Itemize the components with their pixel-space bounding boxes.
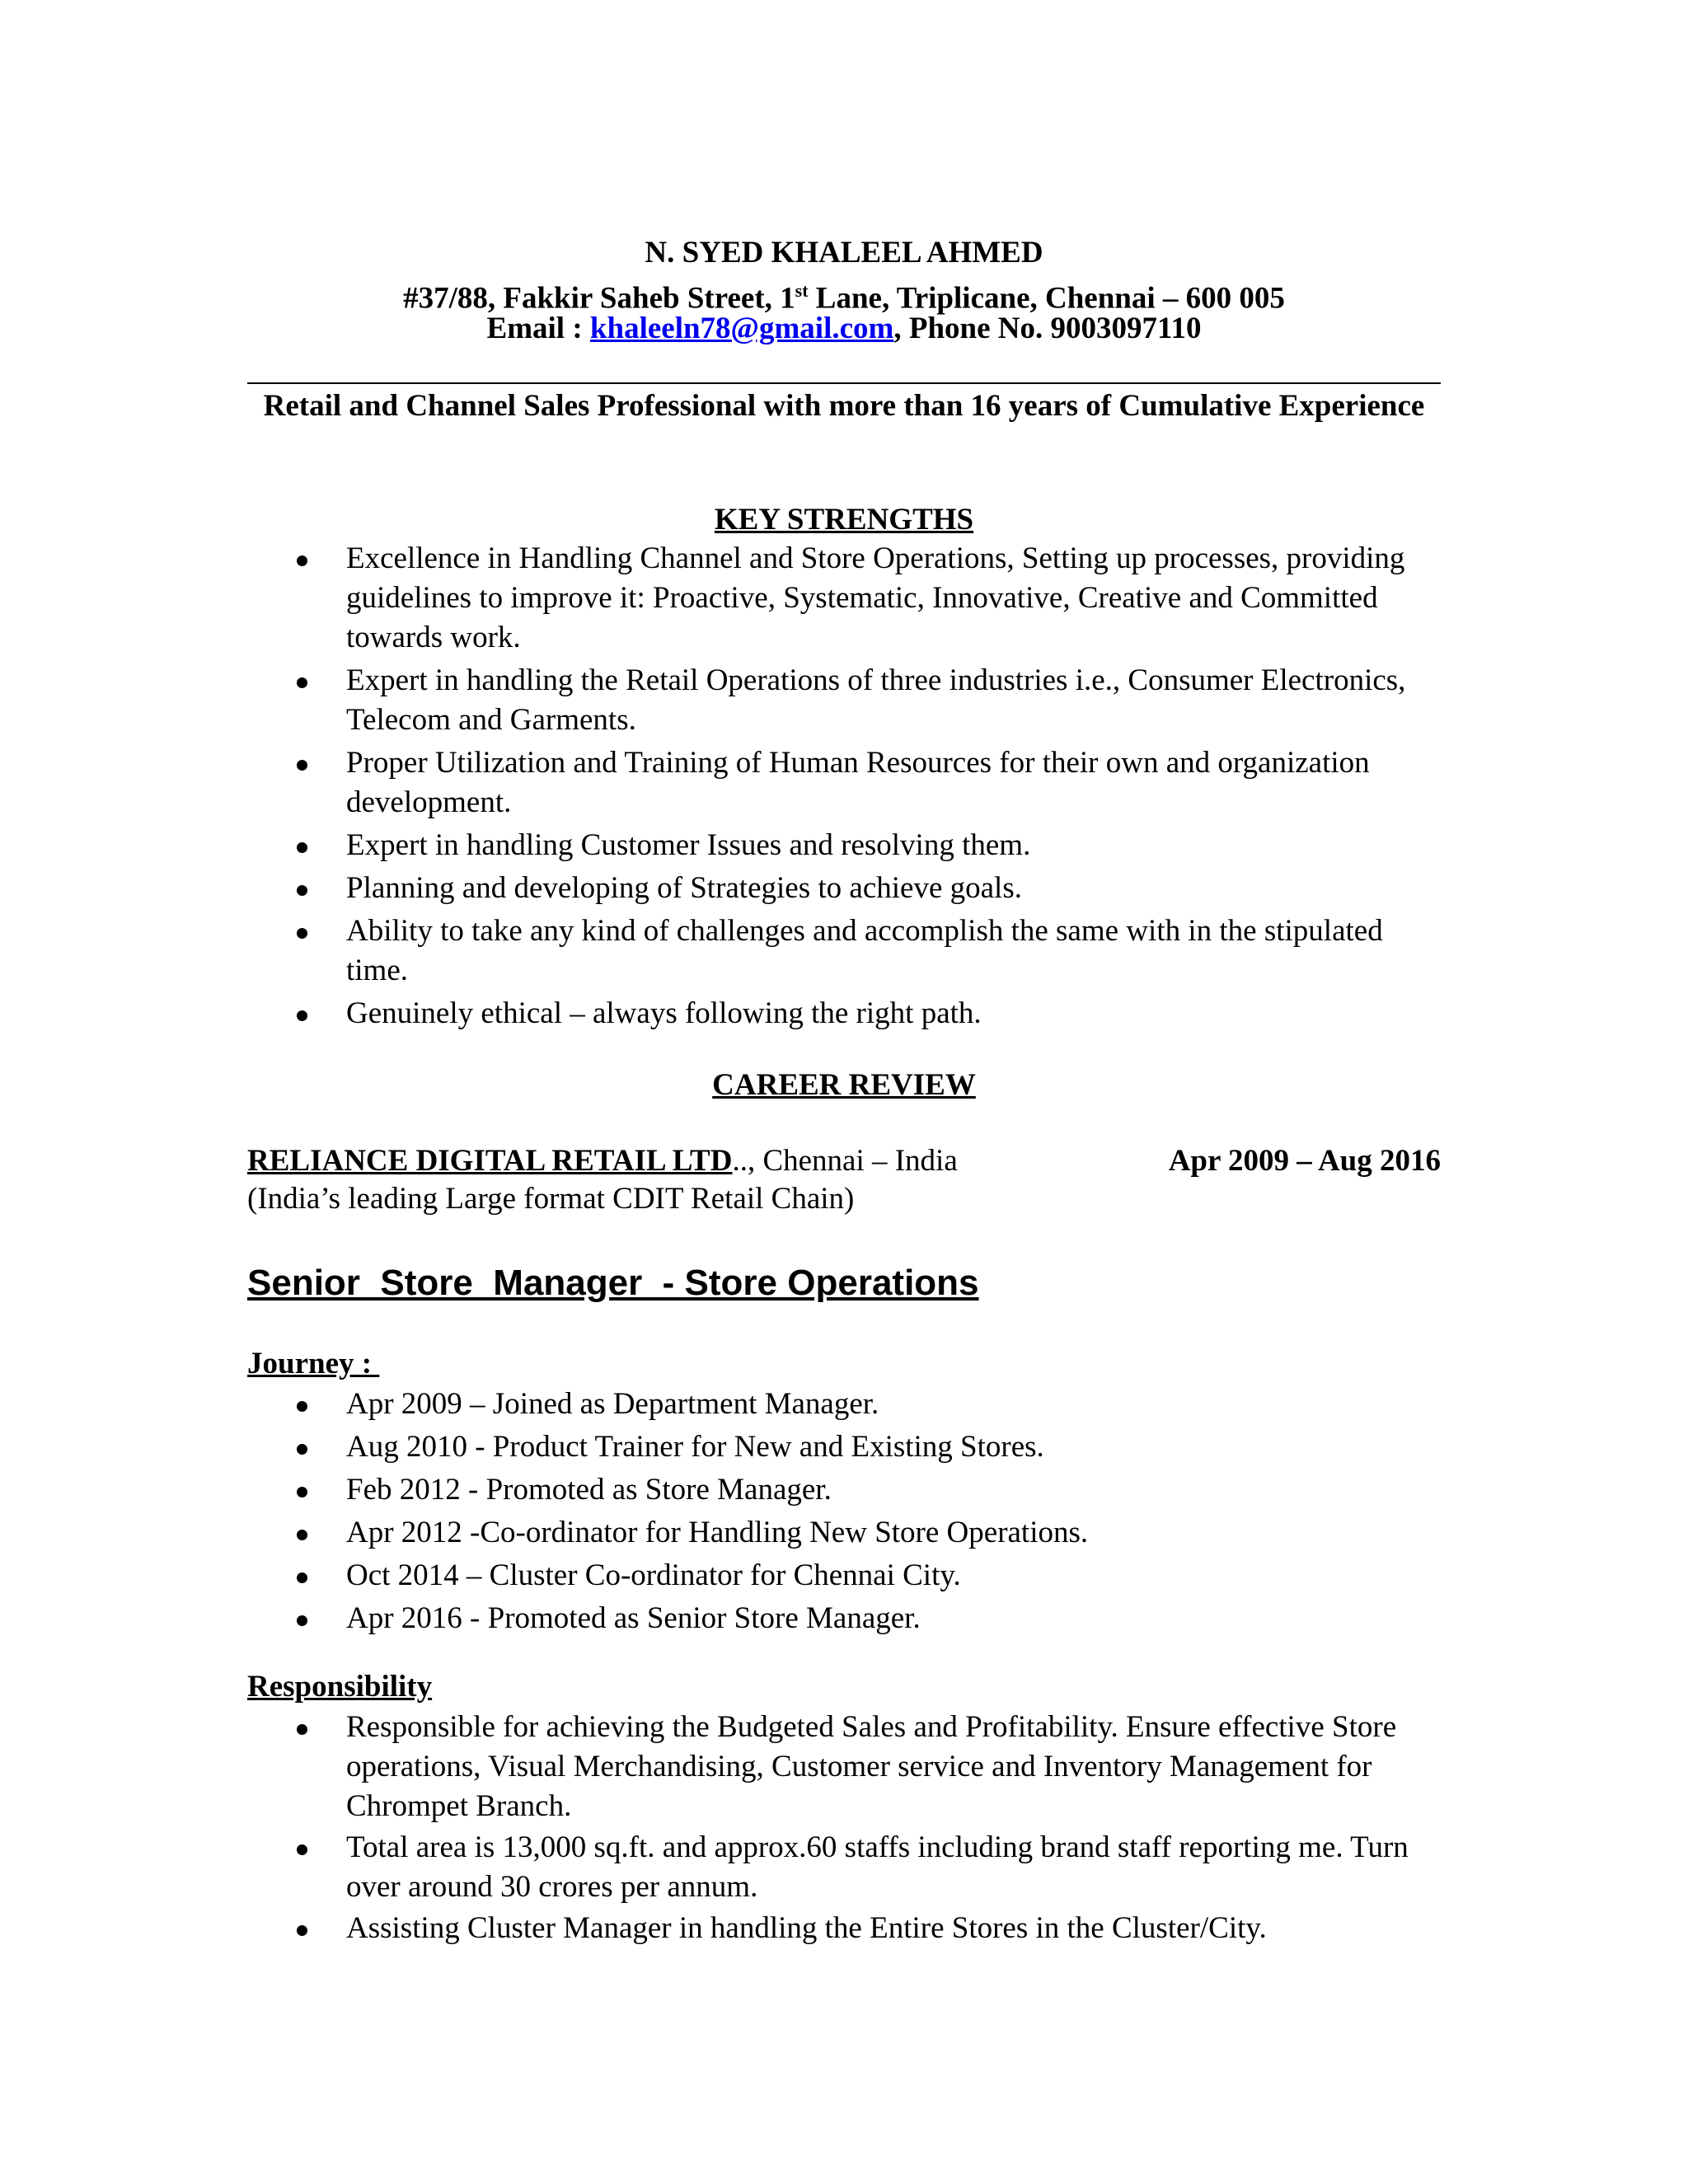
bullet-icon (297, 1572, 307, 1583)
bullet-icon (297, 928, 307, 939)
bullet-icon (297, 842, 307, 853)
list-item-text: Responsible for achieving the Budgeted Sales and Profitability. Ensure effective Store operations, Visual Merchandising, Customer service and Inventory Management for Chrompet Branch. (346, 1710, 1397, 1823)
bullet-icon (297, 1615, 307, 1626)
list-item (297, 743, 1451, 823)
responsibility-heading: Responsibility (247, 1670, 433, 1704)
bullet-icon (297, 1444, 307, 1455)
bullet-icon (297, 1487, 307, 1497)
list-item-text: Apr 2016 - Promoted as Senior Store Manager. (346, 1601, 921, 1635)
list-item-text: Expert in handling the Retail Operations of three industries i.e., Consumer Electronics, Telecom and Garments. (346, 663, 1406, 737)
list-item-text: Ability to take any kind of challenges and accomplish the same with in the stipulated time. (346, 914, 1383, 987)
bullet-icon (297, 885, 307, 896)
journey-list (297, 1385, 1451, 1638)
candidate-name: N. SYED KHALEEL AHMED (645, 236, 1043, 269)
company-row (247, 1142, 1441, 1180)
email-link[interactable]: khaleeln78@gmail.com (589, 312, 894, 345)
list-item-text: Proper Utilization and Training of Human Resources for their own and organization development. (346, 746, 1370, 819)
bullet-icon (297, 1401, 307, 1412)
professional-headline: Retail and Channel Sales Professional with more than 16 years of Cumulative Experience (263, 389, 1425, 423)
list-item-text: Assisting Cluster Manager in handling the Entire Stores in the Cluster/City. (346, 1911, 1267, 1945)
bullet-icon (297, 1844, 307, 1855)
list-item (297, 826, 1451, 865)
journey-heading: Journey : (247, 1347, 380, 1380)
bullet-icon (297, 1530, 307, 1540)
header-divider (247, 382, 1441, 384)
responsibility-list (297, 1708, 1451, 1948)
list-item (297, 1909, 1451, 1948)
list-item (297, 1599, 1451, 1638)
list-item (297, 1385, 1451, 1424)
email-label: Email : (486, 312, 590, 345)
career-review-title: CAREER REVIEW (712, 1068, 976, 1102)
list-item-text: Excellence in Handling Channel and Store Operations, Setting up processes, providing guidelines to improve it: Proactive, Systematic, Innovative, Creative and Committed towards work. (346, 541, 1405, 654)
company-name: RELIANCE DIGITAL RETAIL LTD (247, 1144, 733, 1178)
phone-text: , Phone No. 9003097110 (893, 312, 1202, 345)
list-item-text: Apr 2012 -Co-ordinator for Handling New Store Operations. (346, 1516, 1089, 1549)
company-location: .., Chennai – India (732, 1144, 958, 1178)
address-part2: Lane, Triplicane, Chennai – 600 005 (808, 281, 1285, 316)
list-item (297, 1828, 1451, 1907)
bullet-icon (297, 760, 307, 771)
key-strengths-list (297, 539, 1451, 1033)
list-item (297, 912, 1451, 991)
list-item (297, 1427, 1451, 1467)
list-item (297, 994, 1451, 1033)
contact-line (247, 310, 1441, 348)
list-item-text: Expert in handling Customer Issues and resolving them. (346, 828, 1031, 862)
key-strengths-title: KEY STRENGTHS (714, 503, 974, 537)
list-item (297, 1470, 1451, 1510)
list-item (297, 1513, 1451, 1553)
address-part1: #37/88, Fakkir Saheb Street, 1 (403, 281, 795, 316)
employment-period: Apr 2009 – Aug 2016 (1168, 1144, 1441, 1178)
bullet-icon (297, 1925, 307, 1936)
list-item-text: Planning and developing of Strategies to achieve goals. (346, 871, 1022, 905)
company-description: (India’s leading Large format CDIT Retail Chain) (247, 1182, 855, 1216)
role-title: Senior Store Manager - Store Operations (247, 1263, 979, 1303)
list-item (297, 869, 1451, 908)
list-item-text: Genuinely ethical – always following the right path. (346, 996, 982, 1030)
list-item (297, 1556, 1451, 1596)
bullet-icon (297, 677, 307, 688)
list-item (297, 539, 1451, 658)
list-item-text: Feb 2012 - Promoted as Store Manager. (346, 1473, 832, 1507)
list-item (297, 1708, 1451, 1826)
list-item-text: Apr 2009 – Joined as Department Manager. (346, 1387, 879, 1421)
list-item-text: Total area is 13,000 sq.ft. and approx.60 staffs including brand staff reporting me. Turn over around 30 crores per annum. (346, 1830, 1409, 1904)
list-item-text: Oct 2014 – Cluster Co-ordinator for Chennai City. (346, 1558, 961, 1592)
list-item-text: Aug 2010 - Product Trainer for New and Existing Stores. (346, 1430, 1044, 1464)
bullet-icon (297, 1010, 307, 1021)
bullet-icon (297, 1724, 307, 1735)
bullet-icon (297, 555, 307, 566)
address-superscript: st (795, 280, 809, 301)
list-item (297, 661, 1451, 740)
